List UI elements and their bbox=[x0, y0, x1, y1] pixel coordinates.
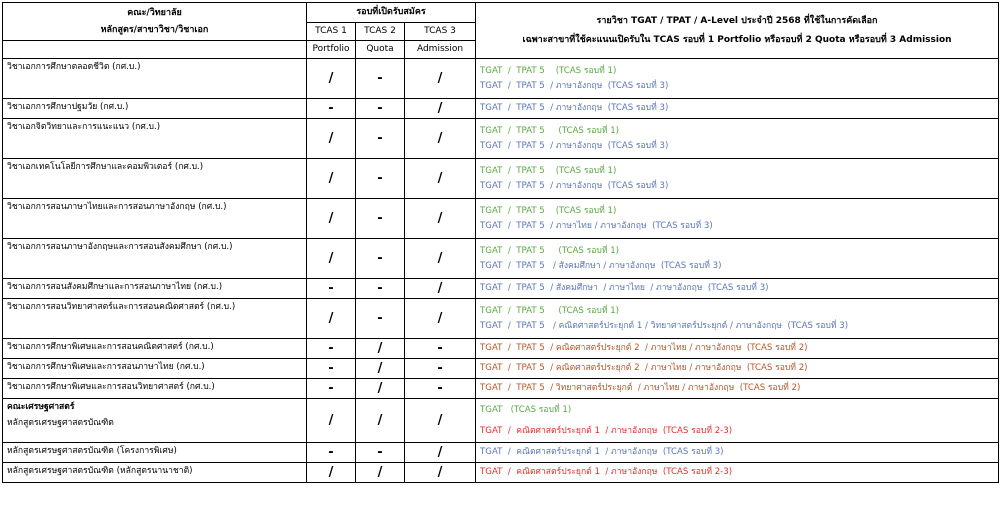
subject-line: TGAT / TPAT 5 (TCAS รอบที่ 1) bbox=[480, 306, 620, 317]
tcas3-header: TCAS 3 bbox=[405, 23, 476, 41]
program-cell bbox=[3, 159, 307, 199]
table-row bbox=[3, 239, 999, 279]
portfolio-header: Portfolio bbox=[307, 41, 356, 59]
round-mark-t3: / bbox=[405, 463, 476, 483]
round-mark-t2: / bbox=[356, 339, 405, 359]
program-name: วิชาเอกการศึกษาตลอดชีวิต (กศ.บ.) bbox=[7, 62, 141, 72]
program-name: หลักสูตรเศรษฐศาสตรบัณฑิต (โครงการพิเศษ) bbox=[7, 446, 177, 456]
program-cell bbox=[3, 339, 307, 359]
round-mark-t3: / bbox=[405, 299, 476, 339]
subjects-cell bbox=[476, 399, 999, 443]
rounds-header: รอบที่เปิดรับสมัคร bbox=[307, 3, 476, 23]
round-mark-t1: / bbox=[307, 199, 356, 239]
program-name: วิชาเอกเทคโนโลยีการศึกษาและคอมพิวเตอร์ (กศ.บ.) bbox=[7, 162, 204, 172]
table-row bbox=[3, 279, 999, 299]
table-row bbox=[3, 59, 999, 99]
subject-line: TGAT / คณิตศาสตร์ประยุกต์ 1 / ภาษาอังกฤษ (TCAS รอบที่ 3) bbox=[480, 447, 724, 458]
subjects-cell bbox=[476, 339, 999, 359]
tcas2-header: TCAS 2 bbox=[356, 23, 405, 41]
round-mark-t2: / bbox=[356, 379, 405, 399]
table-row bbox=[3, 119, 999, 159]
round-mark-t1: / bbox=[307, 399, 356, 443]
round-mark-t1: / bbox=[307, 159, 356, 199]
subject-line: TGAT / คณิตศาสตร์ประยุกต์ 1 / ภาษาอังกฤษ (TCAS รอบที่ 2-3) bbox=[480, 467, 733, 478]
subjects-cell bbox=[476, 463, 999, 483]
subject-line: TGAT / TPAT 5 / ภาษาอังกฤษ (TCAS รอบที่ 3) bbox=[480, 103, 669, 114]
program-cell bbox=[3, 119, 307, 159]
subject-line: TGAT / TPAT 5 (TCAS รอบที่ 1) bbox=[480, 246, 620, 257]
round-mark-t3: - bbox=[405, 339, 476, 359]
program-cell bbox=[3, 443, 307, 463]
round-mark-t3: / bbox=[405, 119, 476, 159]
subjects-cell bbox=[476, 279, 999, 299]
subject-line: TGAT / TPAT 5 (TCAS รอบที่ 1) bbox=[480, 206, 617, 217]
round-mark-t3: / bbox=[405, 443, 476, 463]
subject-line: TGAT / TPAT 5 / ภาษาอังกฤษ (TCAS รอบที่ 3) bbox=[480, 140, 669, 151]
round-mark-t3: / bbox=[405, 99, 476, 119]
subjects-cell bbox=[476, 99, 999, 119]
table-row bbox=[3, 379, 999, 399]
round-mark-t3: / bbox=[405, 279, 476, 299]
round-mark-t2: - bbox=[356, 239, 405, 279]
round-mark-t2: - bbox=[356, 159, 405, 199]
round-mark-t2: - bbox=[356, 279, 405, 299]
subject-line: TGAT / TPAT 5 / คณิตศาสตร์ประยุกต์ 2 / ภาษาไทย / ภาษาอังกฤษ (TCAS รอบที่ 2) bbox=[480, 343, 808, 354]
subjects-header: รายวิชา TGAT / TPAT / A-Level ประจำปี 2568 ที่ใช้ในการคัดเลือก เฉพาะสาขาที่ใช้คะแนนเปิดรับใน TCAS รอบที่ 1 Portfolio หรือรอบที่ 2 Quota หรือรอบที่ 3 Admission bbox=[476, 3, 999, 59]
subject-line: TGAT / TPAT 5 (TCAS รอบที่ 1) bbox=[480, 126, 620, 137]
program-name: วิชาเอกการสอนภาษาไทยและการสอนภาษาอังกฤษ (กศ.บ.) bbox=[7, 202, 227, 212]
program-cell bbox=[3, 359, 307, 379]
round-mark-t2: - bbox=[356, 119, 405, 159]
program-name: วิชาเอกการศึกษาพิเศษและการสอนคณิตศาสตร์ (กศ.บ.) bbox=[7, 342, 214, 352]
table-row bbox=[3, 443, 999, 463]
subject-line: TGAT / TPAT 5 / ภาษาอังกฤษ (TCAS รอบที่ 3) bbox=[480, 80, 669, 91]
table-row bbox=[3, 359, 999, 379]
program-cell bbox=[3, 279, 307, 299]
program-name: วิชาเอกการสอนสังคมศึกษาและการสอนภาษาไทย (กศ.บ.) bbox=[7, 282, 223, 292]
subject-line: TGAT / TPAT 5 / คณิตศาสตร์ประยุกต์ 2 / ภาษาไทย / ภาษาอังกฤษ (TCAS รอบที่ 2) bbox=[480, 363, 808, 374]
program-cell bbox=[3, 463, 307, 483]
round-mark-t1: / bbox=[307, 119, 356, 159]
round-mark-t2: - bbox=[356, 443, 405, 463]
quota-header: Quota bbox=[356, 41, 405, 59]
admission-header: Admission bbox=[405, 41, 476, 59]
program-cell bbox=[3, 299, 307, 339]
round-mark-t3: / bbox=[405, 59, 476, 99]
table-row bbox=[3, 99, 999, 119]
subject-line: TGAT / TPAT 5 / ภาษาไทย / ภาษาอังกฤษ (TCAS รอบที่ 3) bbox=[480, 220, 713, 231]
program-cell bbox=[3, 199, 307, 239]
round-mark-t2: - bbox=[356, 59, 405, 99]
subject-line: TGAT / คณิตศาสตร์ประยุกต์ 1 / ภาษาอังกฤษ (TCAS รอบที่ 2-3) bbox=[480, 425, 733, 436]
round-mark-t2: / bbox=[356, 399, 405, 443]
round-mark-t1: / bbox=[307, 239, 356, 279]
round-mark-t3: / bbox=[405, 399, 476, 443]
round-mark-t3: / bbox=[405, 159, 476, 199]
round-mark-t2: / bbox=[356, 359, 405, 379]
round-mark-t1: - bbox=[307, 443, 356, 463]
program-cell bbox=[3, 59, 307, 99]
round-mark-t1: - bbox=[307, 279, 356, 299]
subjects-cell bbox=[476, 239, 999, 279]
round-mark-t2: - bbox=[356, 299, 405, 339]
subject-line: TGAT / TPAT 5 / ภาษาอังกฤษ (TCAS รอบที่ 3) bbox=[480, 180, 669, 191]
program-name: วิชาเอกการศึกษาพิเศษและการสอนภาษาไทย (กศ.บ.) bbox=[7, 362, 205, 372]
subject-line: TGAT / TPAT 5 (TCAS รอบที่ 1) bbox=[480, 166, 617, 177]
faculty-header: คณะ/วิทยาลัย หลักสูตร/สาขาวิชา/วิชาเอก bbox=[3, 3, 307, 41]
program-name: หลักสูตรเศรษฐศาสตรบัณฑิต bbox=[7, 418, 114, 429]
program-name: หลักสูตรเศรษฐศาสตรบัณฑิต (หลักสูตรนานาชาติ) bbox=[7, 466, 193, 476]
program-cell bbox=[3, 99, 307, 119]
faculty-header-spacer bbox=[3, 41, 307, 59]
table-row bbox=[3, 339, 999, 359]
subject-line: TGAT / TPAT 5 / สังคมศึกษา / ภาษาอังกฤษ (TCAS รอบที่ 3) bbox=[480, 260, 722, 271]
round-mark-t3: / bbox=[405, 239, 476, 279]
round-mark-t1: - bbox=[307, 359, 356, 379]
round-mark-t1: / bbox=[307, 299, 356, 339]
subject-line: TGAT (TCAS รอบที่ 1) bbox=[480, 405, 572, 416]
round-mark-t2: / bbox=[356, 463, 405, 483]
program-cell bbox=[3, 379, 307, 399]
program-name: วิชาเอกการสอนวิทยาศาสตร์และการสอนคณิตศาสตร์ (กศ.บ.) bbox=[7, 302, 236, 312]
admission-table bbox=[2, 2, 999, 483]
table-row bbox=[3, 463, 999, 483]
subject-line: TGAT / TPAT 5 (TCAS รอบที่ 1) bbox=[480, 66, 617, 77]
program-name: วิชาเอกจิตวิทยาและการแนะแนว (กศ.บ.) bbox=[7, 122, 161, 132]
round-mark-t2: - bbox=[356, 99, 405, 119]
subjects-cell bbox=[476, 443, 999, 463]
subject-line: TGAT / TPAT 5 / วิทยาศาสตร์ประยุกต์ / ภาษาไทย / ภาษาอังกฤษ (TCAS รอบที่ 2) bbox=[480, 383, 801, 394]
table-row bbox=[3, 199, 999, 239]
round-mark-t1: - bbox=[307, 339, 356, 359]
table-row bbox=[3, 399, 999, 443]
round-mark-t2: - bbox=[356, 199, 405, 239]
program-cell bbox=[3, 239, 307, 279]
subjects-cell bbox=[476, 59, 999, 99]
table-row bbox=[3, 299, 999, 339]
faculty-name: คณะเศรษฐศาสตร์ bbox=[7, 402, 75, 412]
subject-line: TGAT / TPAT 5 / สังคมศึกษา / ภาษาไทย / ภาษาอังกฤษ (TCAS รอบที่ 3) bbox=[480, 283, 769, 294]
subjects-cell bbox=[476, 199, 999, 239]
round-mark-t1: - bbox=[307, 379, 356, 399]
program-cell bbox=[3, 399, 307, 443]
subjects-cell bbox=[476, 119, 999, 159]
program-name: วิชาเอกการศึกษาพิเศษและการสอนวิทยาศาสตร์ (กศ.บ.) bbox=[7, 382, 215, 392]
subjects-cell bbox=[476, 379, 999, 399]
round-mark-t3: / bbox=[405, 199, 476, 239]
subjects-cell bbox=[476, 299, 999, 339]
subject-line: TGAT / TPAT 5 / คณิตศาสตร์ประยุกต์ 1 / วิทยาศาสตร์ประยุกต์ / ภาษาอังกฤษ (TCAS รอบที่ 3) bbox=[480, 320, 849, 331]
round-mark-t3: - bbox=[405, 359, 476, 379]
round-mark-t1: - bbox=[307, 99, 356, 119]
program-name: วิชาเอกการศึกษาปฐมวัย (กศ.บ.) bbox=[7, 102, 129, 112]
tcas1-header: TCAS 1 bbox=[307, 23, 356, 41]
subjects-cell bbox=[476, 159, 999, 199]
round-mark-t1: / bbox=[307, 463, 356, 483]
round-mark-t3: - bbox=[405, 379, 476, 399]
program-name: วิชาเอกการสอนภาษาอังกฤษและการสอนสังคมศึกษา (กศ.บ.) bbox=[7, 242, 233, 252]
subjects-cell bbox=[476, 359, 999, 379]
table-row bbox=[3, 159, 999, 199]
round-mark-t1: / bbox=[307, 59, 356, 99]
